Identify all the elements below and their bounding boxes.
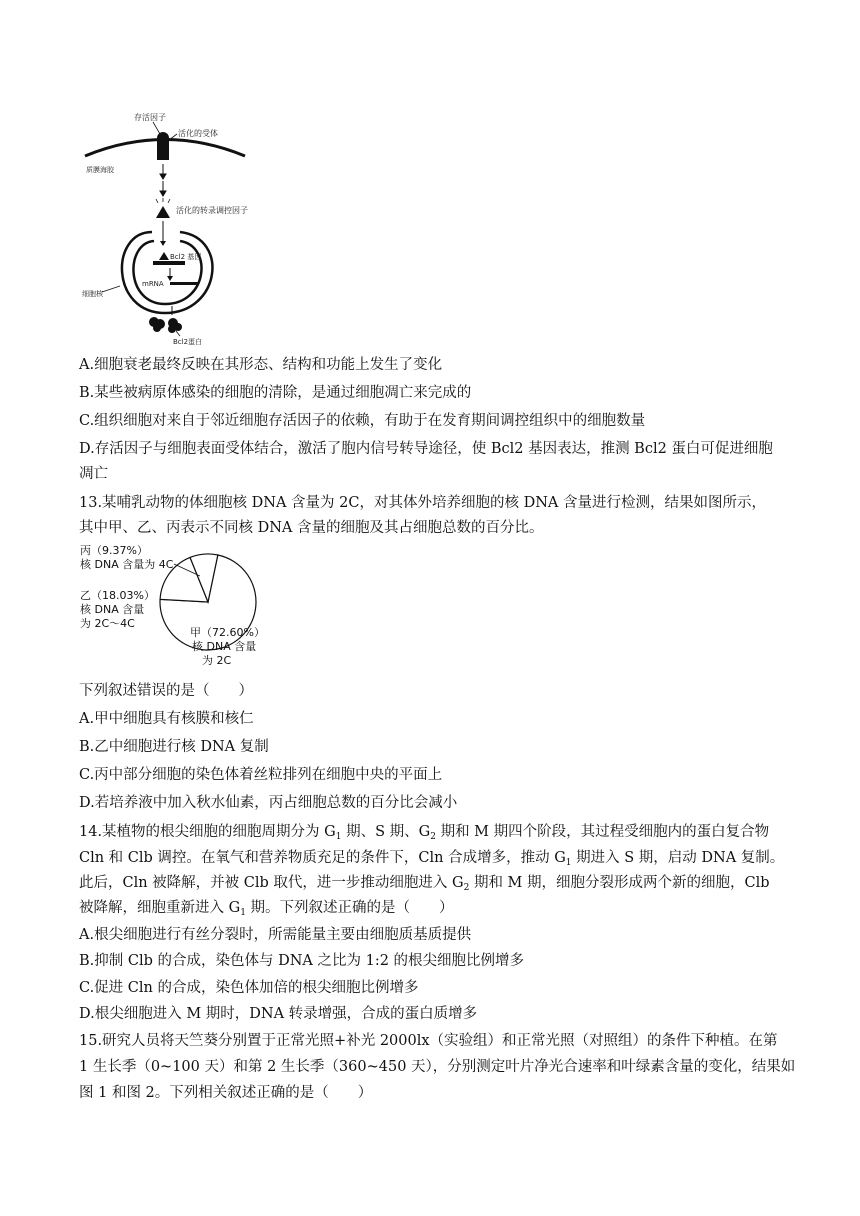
q12-option-c: C.组织细胞对来自于邻近细胞存活因子的依赖，有助于在发育期间调控组织中的细胞数量 (79, 413, 646, 429)
pie-label-bing-2: 核 DNA 含量为 4C (80, 558, 174, 571)
pie-label-yi-2: 核 DNA 含量 (80, 603, 145, 616)
q14-stem-line4: 被降解，细胞重新进入 $G_1$ 期。下列叙述正确的是（ ） (79, 900, 454, 918)
q12-option-a: A.细胞衰老最终反映在其形态、结构和功能上发生了变化 (79, 357, 443, 373)
q12-option-b: B.某些被病原体感染的细胞的清除，是通过细胞凋亡来完成的 (79, 385, 472, 401)
q14-stem-line1: 14.某植物的根尖细胞的细胞周期分为 $G_1$ 期、S 期、$G_2$ 期和 M 期四个阶段，其过程受细胞内的蛋白复合物 (79, 824, 770, 842)
pie-label-jia-2: 核 DNA 含量 (192, 640, 257, 653)
q14-option-b: B.抑制 Clb 的合成，染色体与 DNA 之比为 1:2 的根尖细胞比例增多 (79, 953, 525, 969)
transcription-factor-triangle (156, 206, 170, 218)
q14-option-d: D.根尖细胞进入 M 期时，DNA 转录增强，合成的蛋白质增多 (79, 1006, 478, 1022)
transcription-factor-label: 活化的转录调控因子 (176, 206, 248, 215)
q12-option-d-line2: 凋亡 (79, 466, 108, 482)
activated-receptor-label: 活化的受体 (178, 129, 218, 138)
q15-stem-line1: 15.研究人员将天竺葵分别置于正常光照+补光 2000lx（实验组）和正常光照（对照组）的条件下种植。在第 (79, 1033, 778, 1049)
q13-question: 下列叙述错误的是（ ） (79, 683, 253, 699)
bcl2-protein-label: Bcl2蛋白 (173, 338, 203, 346)
q15-stem-line3: 图 1 和图 2。下列相关叙述正确的是（ ） (79, 1085, 373, 1101)
bcl2-gene-bar (153, 261, 185, 265)
q14-stem-line3: 此后，Cln 被降解，并被 Clb 取代，进一步推动细胞进入 $G_2$ 期和 M 期，细胞分裂形成两个新的细胞，Clb (79, 875, 770, 893)
q13-option-b: B.乙中细胞进行核 DNA 复制 (79, 739, 269, 755)
pie-label-yi-3: 为 2C～4C (80, 617, 135, 630)
q13-stem-line1: 13.某哺乳动物的体细胞核 DNA 含量为 2C，对其体外培养细胞的核 DNA 含量进行检测，结果如图所示， (79, 495, 766, 511)
pie-label-jia-1: 甲（72.60%） (190, 626, 265, 639)
signal-arrows (160, 164, 166, 196)
survival-factor-label: 存活因子 (134, 113, 166, 122)
activated-receptor (157, 132, 169, 160)
membrane-label: 质膜海胶 (86, 166, 114, 174)
mrna-bar (170, 282, 198, 285)
pie-label-yi-1: 乙（18.03%） (80, 589, 155, 602)
signaling-diagram (80, 108, 260, 348)
pie-label-bing-1: 丙（9.37%） (80, 544, 148, 557)
nuclear-envelope-outer (122, 232, 212, 313)
q12-option-d-line1: D.存活因子与细胞表面受体结合，激活了胞内信号转导途径，使 Bcl2 基因表达，推测 Bcl2 蛋白可促进细胞 (79, 441, 773, 457)
bcl2-gene-label: Bcl2 基因 (170, 253, 202, 261)
mrna-label: mRNA (142, 280, 164, 288)
q15-stem-line2: 1 生长季（0~100 天）和第 2 生长季（360~450 天），分别测定叶片净光合速率和叶绿素含量的变化，结果如 (79, 1059, 796, 1075)
bcl2-protein-blobs (149, 317, 182, 333)
q14-option-a: A.根尖细胞进行有丝分裂时，所需能量主要由细胞质基质提供 (79, 927, 472, 943)
q13-option-c: C.丙中部分细胞的染色体着丝粒排列在细胞中央的平面上 (79, 767, 443, 783)
activation-rays (156, 198, 170, 203)
dna-content-pie-chart (78, 542, 278, 672)
q13-option-a: A.甲中细胞具有核膜和核仁 (79, 711, 254, 727)
q14-stem-line2: Cln 和 Clb 调控。在氧气和营养物质充足的条件下，Cln 合成增多，推动 $G_1$ 期进入 S 期，启动 DNA 复制。 (79, 850, 785, 868)
q13-option-d: D.若培养液中加入秋水仙素，丙占细胞总数的百分比会减小 (79, 795, 458, 811)
q14-option-c: C.促进 Cln 的合成，染色体加倍的根尖细胞比例增多 (79, 980, 419, 996)
nuclear-envelope-inner (133, 241, 201, 304)
q13-stem-line2: 其中甲、乙、丙表示不同核 DNA 含量的细胞及其占细胞总数的百分比。 (79, 520, 544, 536)
pie-label-jia-3: 为 2C (202, 654, 232, 667)
nucleus-label: 细胞核 (82, 290, 103, 298)
